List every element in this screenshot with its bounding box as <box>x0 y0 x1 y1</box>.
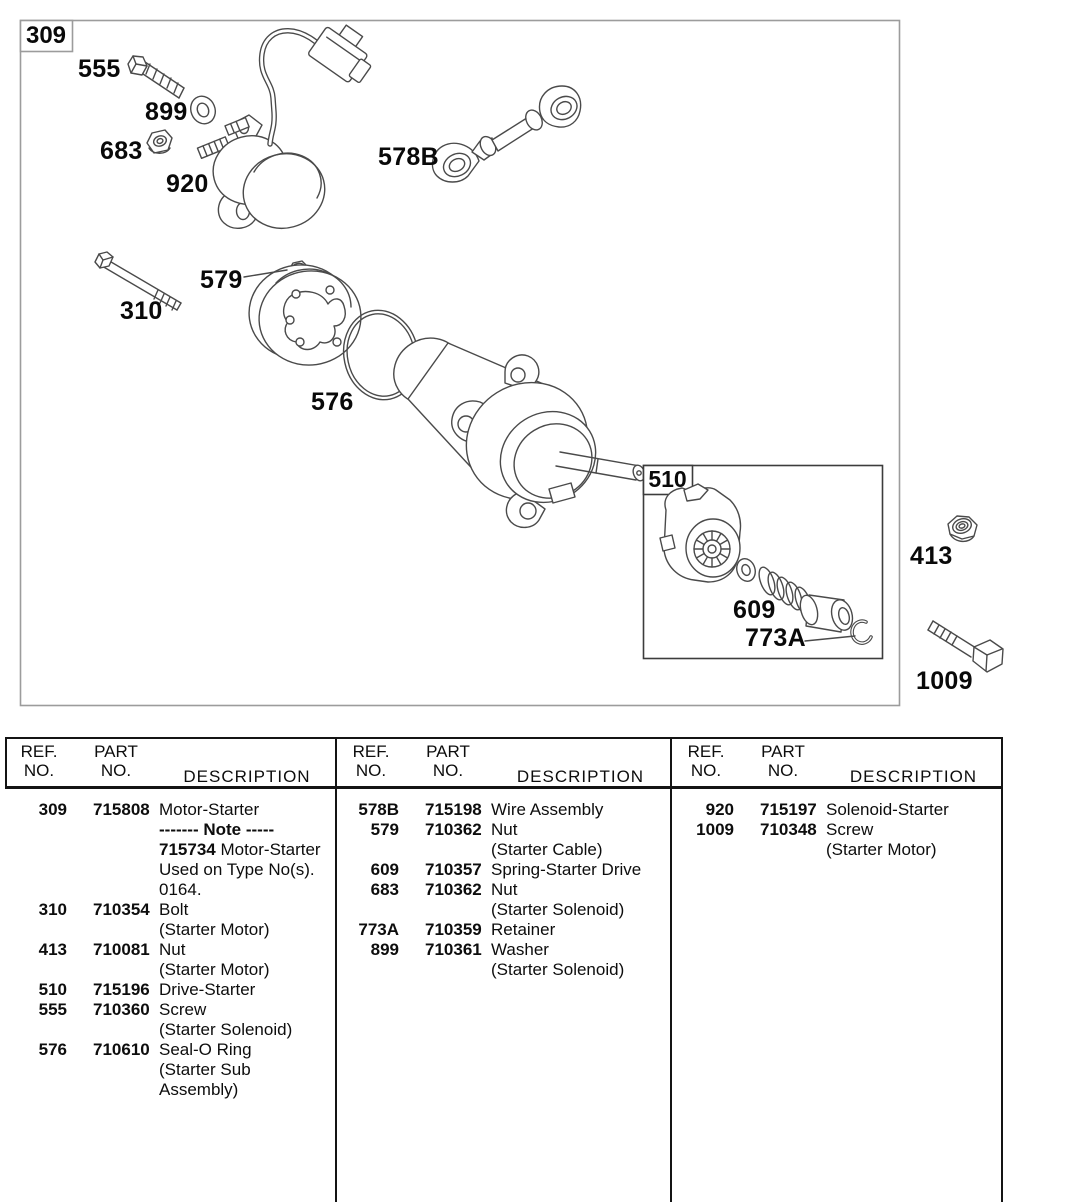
description: Motor-Starter ------- Note ----- 715734 Motor-Starter Used on Type No(s). 0164. <box>159 800 321 899</box>
table-row <box>5 940 335 980</box>
ref-no: 578B <box>358 800 399 819</box>
table-rows <box>672 789 1001 860</box>
callout-576: 576 <box>311 388 354 416</box>
table-row <box>337 800 670 820</box>
part-no: 710081 <box>93 940 150 959</box>
callout-773A: 773A <box>745 624 806 652</box>
callout-609: 609 <box>733 596 776 624</box>
ref-no-header: REF. NO. <box>687 742 725 780</box>
ref-no: 413 <box>38 940 67 959</box>
table-row <box>337 820 670 860</box>
end-cap-drawing <box>243 258 367 371</box>
table-row <box>5 1040 335 1100</box>
table-header <box>672 739 1001 789</box>
ref-no: 609 <box>370 860 399 879</box>
ref-no: 576 <box>38 1040 67 1059</box>
description: Drive-Starter <box>159 980 256 999</box>
washer-899-drawing <box>187 93 220 128</box>
main-box-label: 309 <box>25 21 67 49</box>
starter-motor-drawing <box>381 325 647 527</box>
ref-no: 899 <box>370 940 399 959</box>
part-no: 710610 <box>93 1040 150 1059</box>
ref-no-header: REF. NO. <box>20 742 58 780</box>
table-row <box>337 940 670 980</box>
ref-no: 309 <box>38 800 67 819</box>
table-row <box>337 920 670 940</box>
screw-555-drawing <box>128 56 184 98</box>
parts-table-column-2 <box>337 739 672 1202</box>
callout-579: 579 <box>200 266 243 294</box>
table-row <box>5 1000 335 1040</box>
table-row <box>337 880 670 920</box>
description: Bolt (Starter Motor) <box>159 900 270 939</box>
part-no: 710362 <box>425 880 482 899</box>
callout-310: 310 <box>120 297 163 325</box>
leader-line-773A <box>805 636 855 641</box>
nut-683-drawing <box>147 130 172 153</box>
nut-413-drawing <box>948 516 977 541</box>
callout-683: 683 <box>100 137 143 165</box>
solenoid-920-drawing <box>197 17 382 238</box>
part-no: 715198 <box>425 800 482 819</box>
table-rows <box>5 789 335 1100</box>
table-row <box>5 800 335 900</box>
ref-no: 555 <box>38 1000 67 1019</box>
ref-no: 683 <box>370 880 399 899</box>
part-no: 715808 <box>93 800 150 819</box>
ref-no: 920 <box>705 800 734 819</box>
part-no-header: PART NO. <box>94 742 138 780</box>
table-row <box>5 980 335 1000</box>
part-no: 710362 <box>425 820 482 839</box>
description: Nut (Starter Cable) <box>491 820 603 859</box>
ref-no: 579 <box>370 820 399 839</box>
ref-no: 1009 <box>696 820 734 839</box>
table-header <box>337 739 670 789</box>
description-header: DESCRIPTION <box>516 767 645 786</box>
spacer-drawing <box>797 593 855 632</box>
wire-assembly-578B-drawing <box>432 86 581 182</box>
ref-no-header: REF. NO. <box>352 742 390 780</box>
callout-899: 899 <box>145 98 188 126</box>
part-no: 710354 <box>93 900 150 919</box>
table-row <box>5 900 335 940</box>
inset-box-label: 510 <box>648 466 687 492</box>
callout-555: 555 <box>78 55 121 83</box>
part-no: 710360 <box>93 1000 150 1019</box>
screw-1009-drawing <box>928 621 1003 672</box>
part-no-header: PART NO. <box>761 742 805 780</box>
description: Wire Assembly <box>491 800 604 819</box>
parts-table-column-1 <box>5 739 337 1202</box>
description-header: DESCRIPTION <box>849 767 978 786</box>
table-header <box>5 739 335 789</box>
description: Retainer <box>491 920 556 939</box>
part-no: 710359 <box>425 920 482 939</box>
description-header: DESCRIPTION <box>183 767 311 786</box>
callout-578B: 578B <box>378 143 439 171</box>
table-rows <box>337 789 670 980</box>
description: Seal-O Ring (Starter Sub Assembly) <box>159 1040 252 1099</box>
table-row <box>672 800 1001 820</box>
ref-no: 310 <box>38 900 67 919</box>
parts-list-table <box>5 737 1003 1202</box>
description: Solenoid-Starter <box>826 800 949 819</box>
callout-413: 413 <box>910 542 953 570</box>
ref-no: 773A <box>358 920 399 939</box>
callout-920: 920 <box>166 170 209 198</box>
part-no: 710348 <box>760 820 817 839</box>
description: Washer (Starter Solenoid) <box>491 940 625 979</box>
ref-no: 510 <box>38 980 67 999</box>
description: Nut (Starter Motor) <box>159 940 270 979</box>
part-no: 710357 <box>425 860 482 879</box>
description: Spring-Starter Drive <box>491 860 642 879</box>
table-row <box>337 860 670 880</box>
part-no: 715196 <box>93 980 150 999</box>
table-row <box>672 820 1001 860</box>
parts-table-column-3 <box>672 739 1003 1202</box>
callout-1009: 1009 <box>916 667 973 695</box>
part-no-header: PART NO. <box>426 742 470 780</box>
description: Screw (Starter Solenoid) <box>159 1000 293 1039</box>
description: Screw (Starter Motor) <box>826 820 937 859</box>
part-no: 710361 <box>425 940 482 959</box>
part-no: 715197 <box>760 800 817 819</box>
description: Nut (Starter Solenoid) <box>491 880 625 919</box>
